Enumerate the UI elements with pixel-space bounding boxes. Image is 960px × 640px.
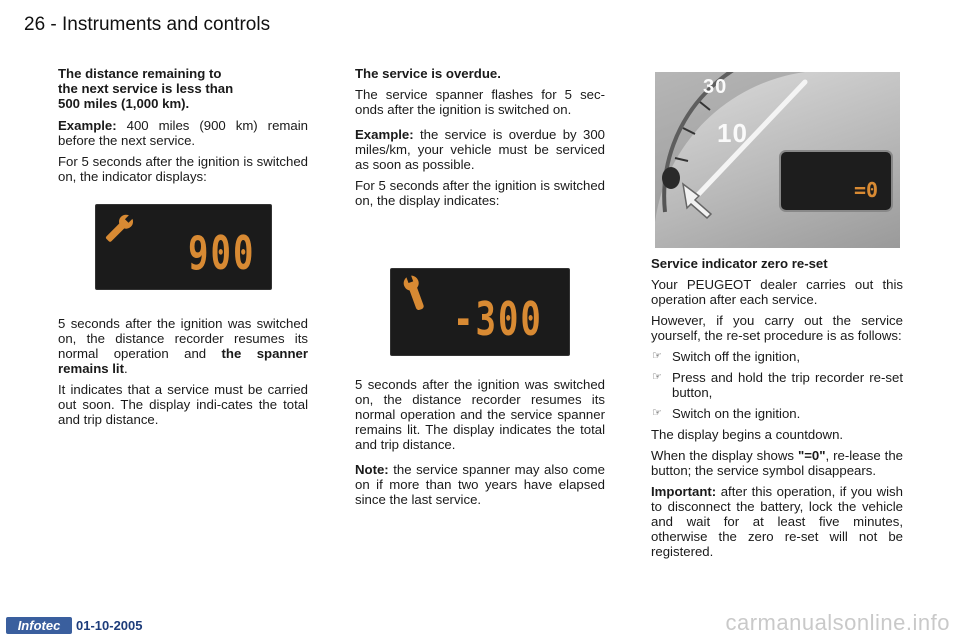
dial-label-10: 10 <box>717 118 748 148</box>
section-heading-distance-remaining <box>58 66 308 111</box>
list-item <box>651 349 903 364</box>
pointer-arrow-icon <box>683 184 711 218</box>
service-display-300 <box>390 268 570 356</box>
footer-date: 01-10-2005 <box>76 617 143 633</box>
trip-reset-button <box>662 167 680 189</box>
example-paragraph <box>58 118 308 148</box>
heading-line: The distance remaining to <box>58 66 222 81</box>
hand-pointer-icon: ☞ <box>652 407 662 419</box>
paragraph: However, if you carry out the service yourself, the re-set procedure is as follows: <box>651 313 903 343</box>
column-zero-reset <box>651 256 903 565</box>
paragraph-text: , re-lease the button; the service symbol disappears. <box>651 448 904 478</box>
example-text: 400 miles (900 km) remain before the next service. <box>58 118 308 148</box>
page-title: 26 - Instruments and controls <box>24 14 271 35</box>
infotec-logo: Infotec <box>6 617 72 634</box>
list-item <box>651 406 903 421</box>
example-label: Example: <box>355 127 414 142</box>
section-heading-overdue: The service is overdue. <box>355 66 501 81</box>
example-text: the service is overdue by 300 miles/km, your vehicle must be serviced as soon as possible. <box>355 127 605 172</box>
footer <box>6 616 143 634</box>
paragraph: 5 seconds after the ignition was switched on, the distance recorder resumes its normal operation and the service spanner remains lit. The display indicates the total and trip distance. <box>355 377 605 452</box>
paragraph-text: 5 seconds after the ignition was switched on, the distance recorder resumes its normal operation and <box>58 316 308 361</box>
odometer-digits: =0 <box>854 178 879 202</box>
paragraph: It indicates that a service must be carried out soon. The display indi-cates the total and trip distance. <box>58 382 308 427</box>
list-item-text: Press and hold the trip recorder re-set button, <box>672 370 903 400</box>
display-digits: -300 <box>453 293 543 347</box>
hand-pointer-icon: ☞ <box>652 371 662 383</box>
hand-pointer-icon: ☞ <box>652 350 662 362</box>
list-item <box>651 370 903 400</box>
paragraph: The service spanner flashes for 5 sec-onds after the ignition is switched on. <box>355 87 605 117</box>
column-service-overdue <box>355 66 605 214</box>
paragraph-text: When the display shows <box>651 448 798 463</box>
dial-label-30: 30 <box>703 76 728 98</box>
paragraph <box>58 316 308 376</box>
example-paragraph <box>355 127 605 172</box>
important-text: after this operation, if you wish to disconnect the battery, lock the vehicle and wait for at least five minutes, otherwise the zero re-set will not be registered. <box>651 484 903 559</box>
instrument-panel-photo <box>655 72 900 248</box>
instrument-panel-illustration <box>655 72 900 248</box>
watermark: carmanualsonline.info <box>725 610 950 635</box>
important-label: Important: <box>651 484 717 499</box>
display-digits: 900 <box>188 227 256 281</box>
example-label: Example: <box>58 118 117 133</box>
column-distance-remaining-lower <box>58 316 308 433</box>
bold-text: "=0" <box>797 448 826 463</box>
heading-line: 500 miles (1,000 km). <box>58 96 190 111</box>
paragraph <box>651 448 903 478</box>
paragraph: Your PEUGEOT dealer carries out this operation after each service. <box>651 277 903 307</box>
column-distance-remaining <box>58 66 308 190</box>
bold-text: the spanner remains lit <box>58 346 309 376</box>
section-heading-zero-reset: Service indicator zero re-set <box>651 256 828 271</box>
paragraph: For 5 seconds after the ignition is switched on, the indicator displays: <box>58 154 308 184</box>
punctuation: . <box>123 361 128 376</box>
service-display-900 <box>95 204 272 290</box>
column-service-overdue-lower <box>355 377 605 513</box>
paragraph: The display begins a countdown. <box>651 427 844 442</box>
list-item-text: Switch off the ignition, <box>672 349 801 364</box>
list-item-text: Switch on the ignition. <box>672 406 801 421</box>
note-text: the service spanner may also come on if more than two years have elapsed since the last service. <box>355 462 605 507</box>
note-label: Note: <box>355 462 389 477</box>
dial-tick <box>675 158 688 161</box>
paragraph: For 5 seconds after the ignition is switched on, the display indicates: <box>355 178 605 208</box>
note-paragraph <box>355 462 605 507</box>
important-paragraph <box>651 484 903 559</box>
heading-line: the next service is less than <box>58 81 234 96</box>
